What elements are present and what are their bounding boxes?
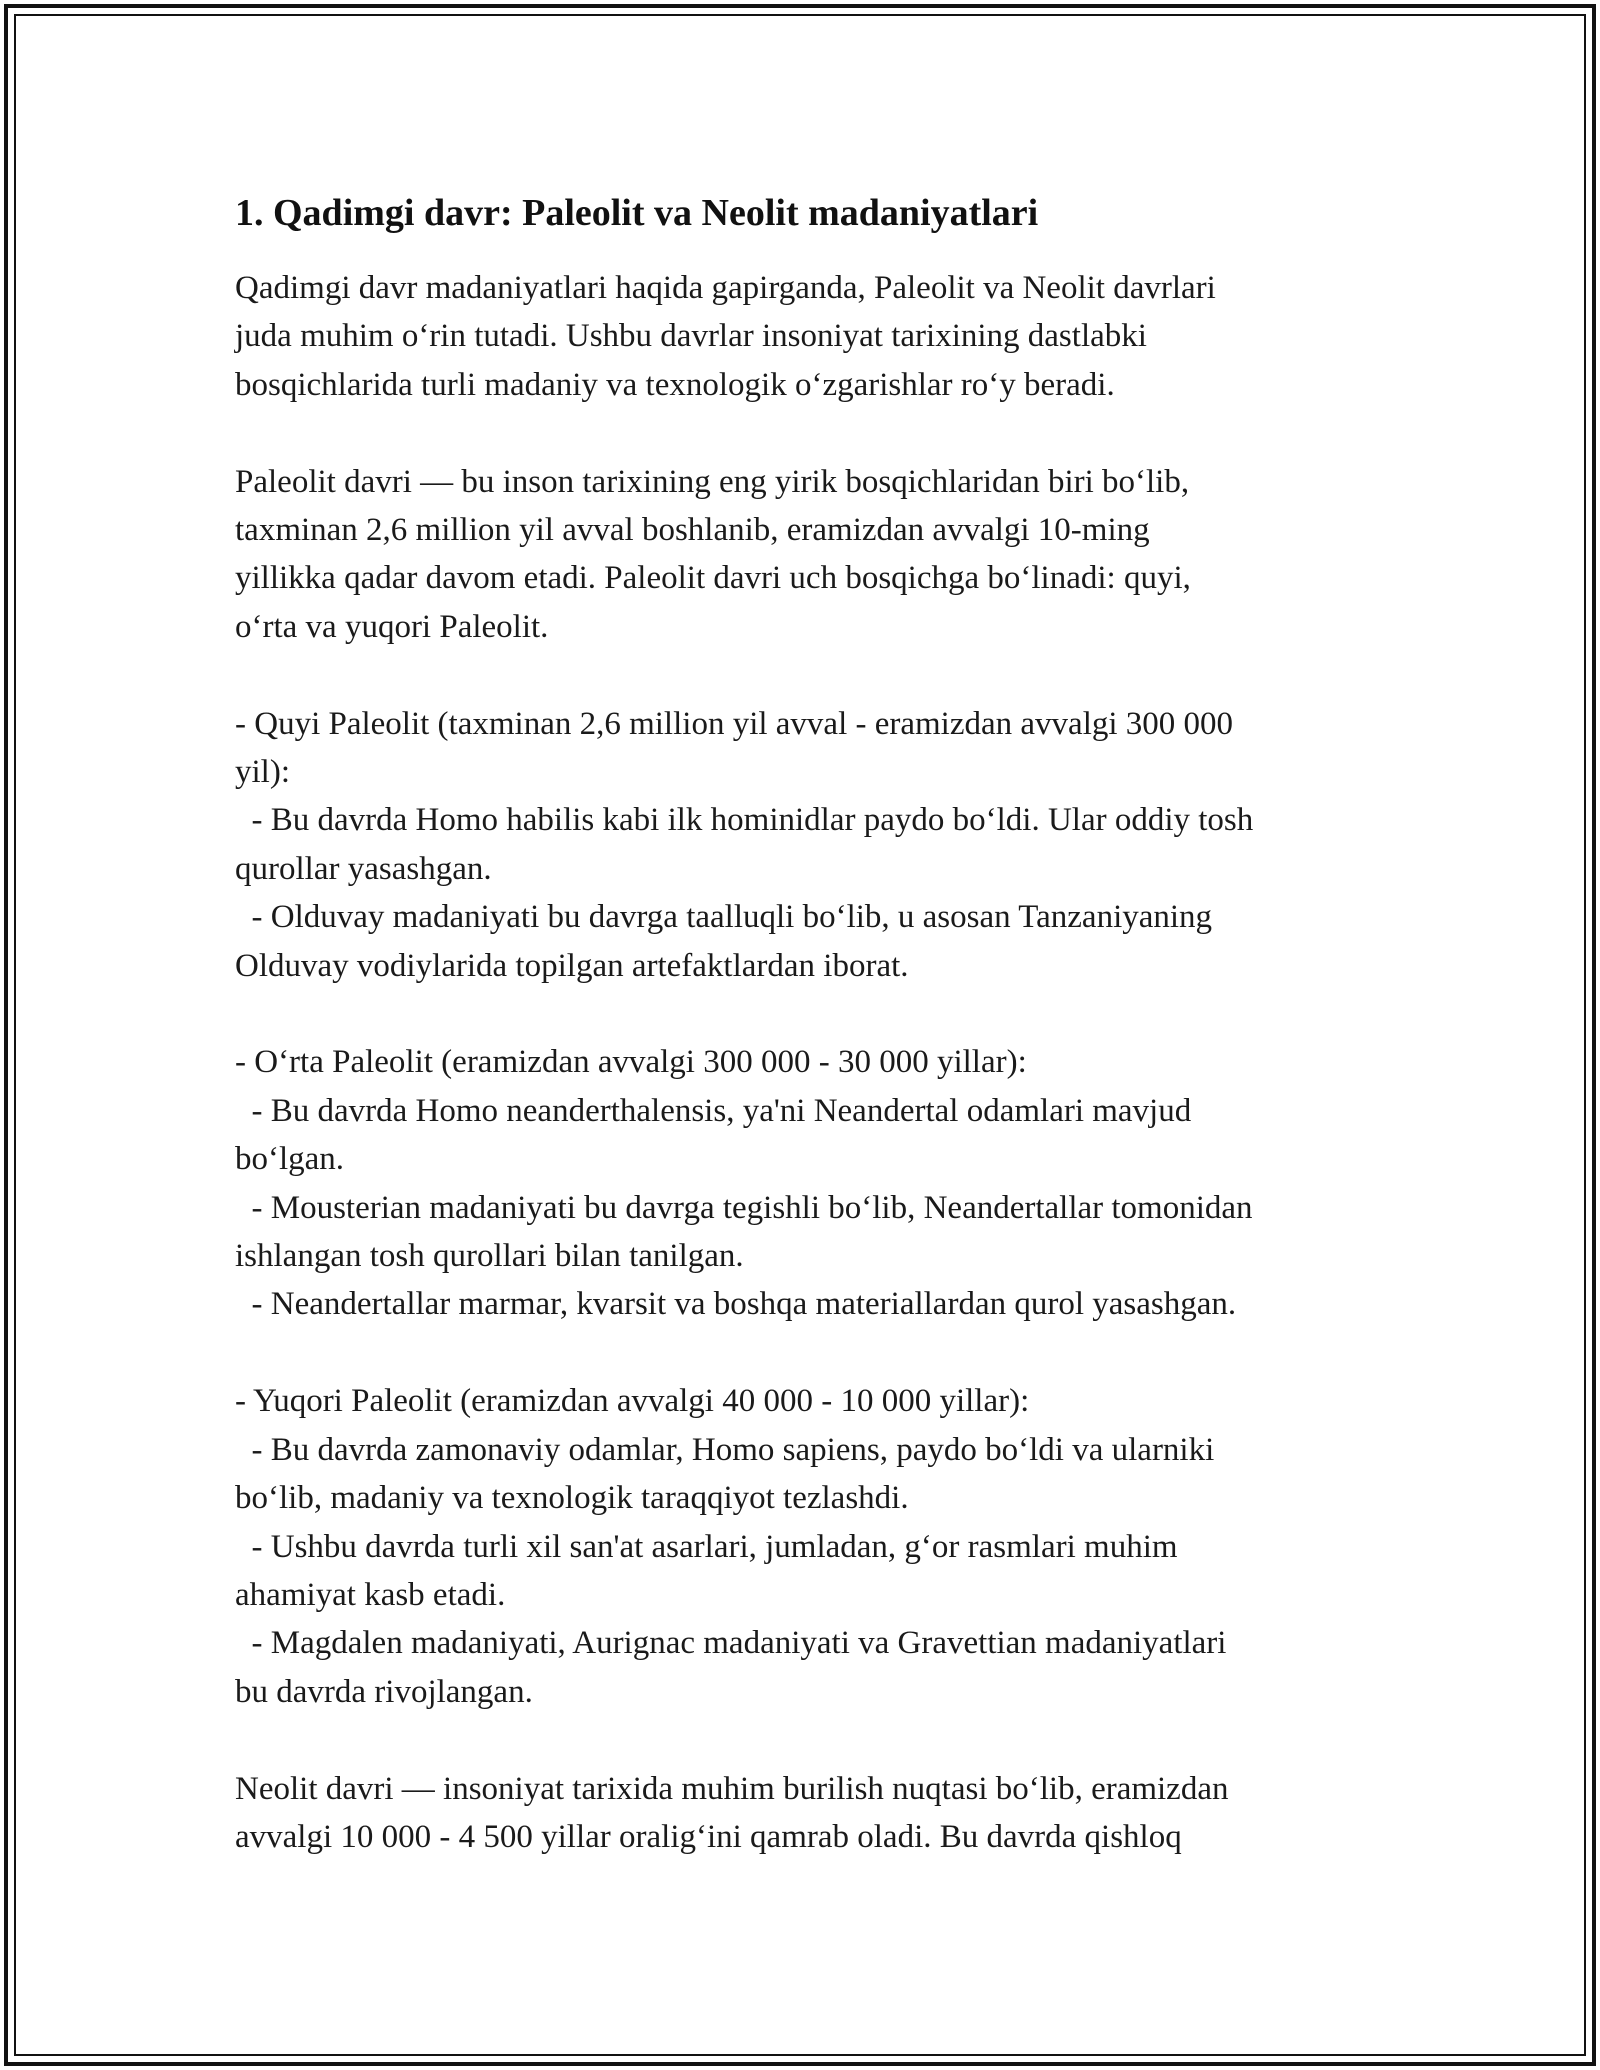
- paragraph-spacer: [235, 651, 1395, 699]
- paragraph-intro: Qadimgi davr madaniyatlari haqida gapirganda, Paleolit va Neolit davrlari juda muhim o‘rin tutadi. Ushbu davrlar insoniyat tarixining dastlabki bosqichlarida turli madaniy va texnologik o‘zgarishlar ro‘y beradi.: [235, 270, 1216, 403]
- paragraph-spacer: [235, 1716, 1395, 1764]
- paragraph-spacer: [235, 990, 1395, 1038]
- document-body: [235, 188, 1395, 1861]
- paragraph-yuqori-paleolit: - Yuqori Paleolit (eramizdan avvalgi 40 000 - 10 000 yillar): - Bu davrda zamonaviy odamlar, Homo sapiens, paydo bo‘ldi va ularniki bo‘lib, madaniy va texnologik taraqqiyot tezlashdi. - Ushbu davrda turli xil san'at asarlari, jumladan, g‘or rasmlari muhim ahamiyat kasb etadi. - Magdalen madaniyati, Aurignac madaniyati va Gravettian madaniyatlari bu davrda rivojlangan.: [235, 1383, 1227, 1710]
- section-heading: 1. Qadimgi davr: Paleolit va Neolit madaniyatlari: [235, 192, 1039, 234]
- paragraph-spacer: [235, 1329, 1395, 1377]
- paragraph-paleolit: Paleolit davri — bu inson tarixining eng yirik bosqichlaridan biri bo‘lib, taxminan 2,6 million yil avval boshlanib, eramizdan avvalgi 10-ming yillikka qadar davom etadi. Paleolit davri uch bosqichga bo‘linadi: quyi, o‘rta va yuqori Paleolit.: [235, 463, 1191, 645]
- paragraph-neolit: Neolit davri — insoniyat tarixida muhim burilish nuqtasi bo‘lib, eramizdan avvalgi 10 000 - 4 500 yillar oralig‘ini qamrab oladi. Bu davrda qishloq: [235, 1770, 1229, 1855]
- paragraph-spacer: [235, 409, 1395, 457]
- paragraph-orta-paleolit: - O‘rta Paleolit (eramizdan avvalgi 300 000 - 30 000 yillar): - Bu davrda Homo neanderthalensis, ya'ni Neandertal odamlari mavjud bo‘lgan. - Mousterian madaniyati bu davrga tegishli bo‘lib, Neandertallar tomonidan ishlangan tosh qurollari bilan tanilgan. - Neandertallar marmar, kvarsit va boshqa materiallardan qurol yasashgan.: [235, 1044, 1253, 1323]
- paragraph-quyi-paleolit: - Quyi Paleolit (taxminan 2,6 million yil avval - eramizdan avvalgi 300 000 yil): - Bu davrda Homo habilis kabi ilk hominidlar paydo bo‘ldi. Ular oddiy tosh qurollar yasashgan. - Olduvay madaniyati bu davrga taalluqli bo‘lib, u asosan Tanzaniyaning Olduvay vodiylarida topilgan artefaktlardan iborat.: [235, 705, 1254, 984]
